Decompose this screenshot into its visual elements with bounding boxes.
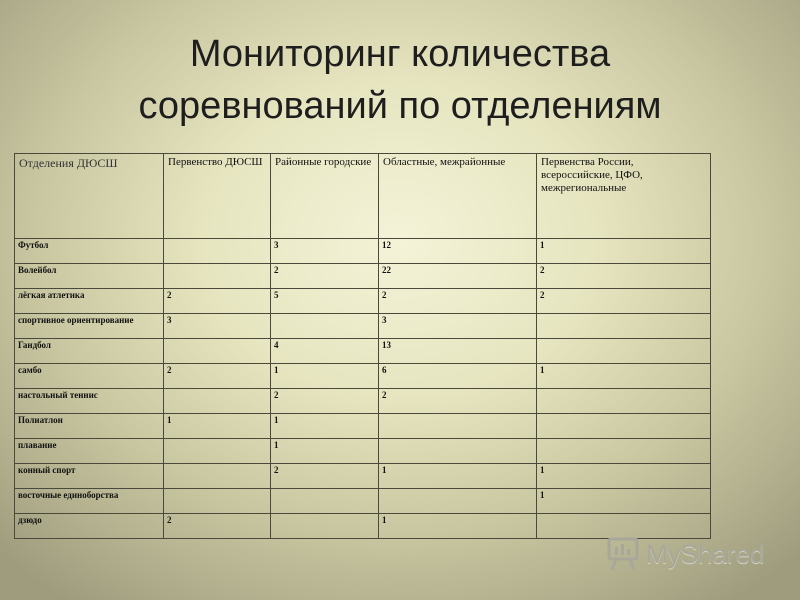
sport-name-cell: самбо xyxy=(15,364,164,389)
count-cell: 3 xyxy=(271,239,379,264)
competitions-table xyxy=(14,153,711,539)
competitions-table-container xyxy=(14,153,710,525)
sport-name-cell: восточные единоборства xyxy=(15,489,164,514)
count-cell xyxy=(164,389,271,414)
table-row xyxy=(15,439,711,464)
count-cell: 2 xyxy=(271,464,379,489)
count-cell xyxy=(537,389,711,414)
table-row xyxy=(15,289,711,314)
table-row xyxy=(15,364,711,389)
count-cell xyxy=(379,489,537,514)
count-cell: 22 xyxy=(379,264,537,289)
table-row xyxy=(15,414,711,439)
sport-name-cell: спортивное ориентирование xyxy=(15,314,164,339)
count-cell: 2 xyxy=(271,389,379,414)
count-cell xyxy=(271,514,379,539)
count-cell: 3 xyxy=(164,314,271,339)
count-cell xyxy=(379,414,537,439)
count-cell: 2 xyxy=(537,264,711,289)
count-cell: 1 xyxy=(379,464,537,489)
slide-title-line-1: Мониторинг количества xyxy=(189,33,611,75)
count-cell xyxy=(379,439,537,464)
sport-name-cell: плавание xyxy=(15,439,164,464)
count-cell xyxy=(164,339,271,364)
header-cell-school-championship: Первенство ДЮСШ xyxy=(164,154,271,239)
count-cell xyxy=(537,314,711,339)
sport-name-cell: лёгкая атлетика xyxy=(15,289,164,314)
sport-name-cell: Футбол xyxy=(15,239,164,264)
count-cell: 2 xyxy=(537,289,711,314)
count-cell xyxy=(537,439,711,464)
table-row xyxy=(15,464,711,489)
count-cell: 1 xyxy=(164,414,271,439)
header-cell-russia-championships: Первенства России, всероссийские, ЦФО, межрегиональные xyxy=(537,154,711,239)
table-row xyxy=(15,339,711,364)
count-cell xyxy=(164,464,271,489)
slide-title-line-2: соревнований по отделениям xyxy=(138,85,662,127)
table-row xyxy=(15,489,711,514)
count-cell xyxy=(164,489,271,514)
count-cell: 1 xyxy=(537,364,711,389)
sport-name-cell: дзюдо xyxy=(15,514,164,539)
count-cell: 2 xyxy=(164,514,271,539)
table-header-row xyxy=(15,154,711,239)
count-cell: 6 xyxy=(379,364,537,389)
count-cell: 2 xyxy=(271,264,379,289)
sport-name-cell: конный спорт xyxy=(15,464,164,489)
count-cell: 1 xyxy=(537,489,711,514)
count-cell: 1 xyxy=(379,514,537,539)
header-cell-regional: Областные, межрайонные xyxy=(379,154,537,239)
count-cell: 2 xyxy=(379,389,537,414)
count-cell: 1 xyxy=(271,414,379,439)
count-cell: 5 xyxy=(271,289,379,314)
sport-name-cell: Полиатлон xyxy=(15,414,164,439)
count-cell xyxy=(271,314,379,339)
table-row xyxy=(15,389,711,414)
count-cell: 1 xyxy=(271,439,379,464)
myshared-watermark xyxy=(604,534,774,574)
count-cell xyxy=(537,414,711,439)
presentation-board-icon xyxy=(606,534,642,572)
count-cell: 4 xyxy=(271,339,379,364)
header-cell-departments: Отделения ДЮСШ xyxy=(15,154,164,239)
sport-name-cell: настольный теннис xyxy=(15,389,164,414)
count-cell: 1 xyxy=(271,364,379,389)
count-cell: 1 xyxy=(537,464,711,489)
count-cell xyxy=(164,264,271,289)
count-cell: 2 xyxy=(164,289,271,314)
count-cell: 2 xyxy=(164,364,271,389)
count-cell: 1 xyxy=(537,239,711,264)
count-cell: 13 xyxy=(379,339,537,364)
count-cell xyxy=(537,339,711,364)
slide-title xyxy=(0,28,800,132)
count-cell xyxy=(164,439,271,464)
sport-name-cell: Гандбол xyxy=(15,339,164,364)
count-cell: 3 xyxy=(379,314,537,339)
sport-name-cell: Волейбол xyxy=(15,264,164,289)
count-cell: 2 xyxy=(379,289,537,314)
count-cell xyxy=(271,489,379,514)
table-row xyxy=(15,264,711,289)
header-cell-district-city: Районные городские xyxy=(271,154,379,239)
table-row xyxy=(15,314,711,339)
count-cell: 12 xyxy=(379,239,537,264)
table-row xyxy=(15,239,711,264)
count-cell xyxy=(164,239,271,264)
watermark-text: MyShared xyxy=(646,539,765,569)
